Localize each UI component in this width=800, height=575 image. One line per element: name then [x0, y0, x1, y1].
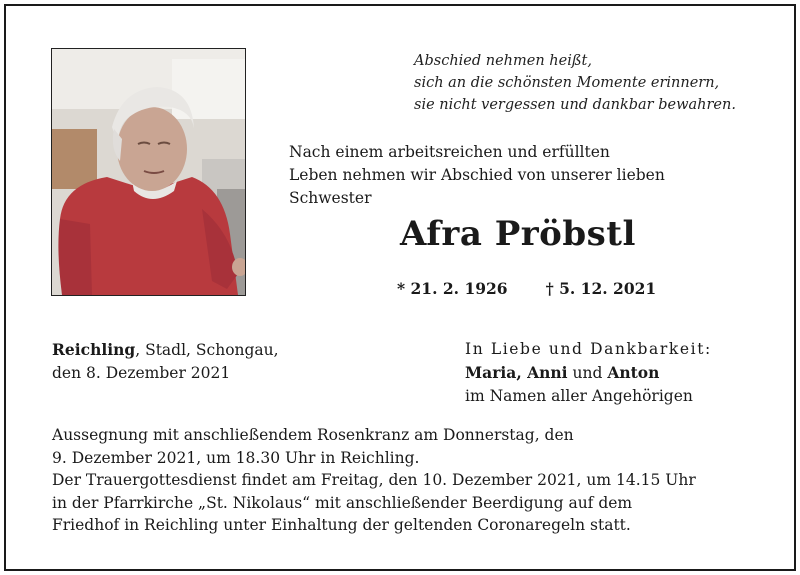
- portrait-photo: [51, 48, 246, 296]
- intro-text: [289, 141, 665, 210]
- mourner-name: Anton: [607, 363, 660, 382]
- quote-line: sie nicht vergessen und dankbar bewahren.: [414, 97, 736, 113]
- death-date: † 5. 12. 2021: [545, 279, 657, 298]
- thanks-footer: im Namen aller Angehörigen: [465, 387, 693, 405]
- thanks-heading: In Liebe und Dankbarkeit:: [465, 340, 712, 358]
- notice-line: Friedhof in Reichling unter Einhaltung der geltenden Coronaregeln statt.: [52, 516, 631, 534]
- notice-line: in der Pfarrkirche „St. Nikolaus“ mit anschließender Beerdigung auf dem: [52, 493, 633, 512]
- mourner-separator: und: [567, 364, 608, 382]
- quote-line: sich an die schönsten Momente erinnern,: [414, 75, 720, 91]
- notice-line: 9. Dezember 2021, um 18.30 Uhr in Reichling.: [52, 448, 420, 467]
- notice-date: den 8. Dezember 2021: [52, 364, 231, 382]
- place-town: Reichling: [52, 340, 136, 359]
- farewell-quote: [414, 50, 736, 116]
- notice-line: Der Trauergottesdienst findet am Freitag, den 10. Dezember 2021, um 14.15 Uhr: [52, 471, 696, 489]
- portrait-illustration: [52, 49, 245, 295]
- intro-line: Leben nehmen wir Abschied von unserer lieben: [289, 166, 665, 184]
- place-rest: , Stadl, Schongau,: [135, 341, 279, 359]
- place-line: [52, 338, 279, 362]
- life-dates: [397, 279, 656, 298]
- intro-line: Nach einem arbeitsreichen und erfüllten: [289, 143, 610, 161]
- intro-line: Schwester: [289, 189, 372, 207]
- place-and-date: [52, 338, 279, 385]
- mourners-block: [465, 338, 712, 408]
- notice-line: Aussegnung mit anschließendem Rosenkranz am Donnerstag, den: [52, 426, 574, 444]
- funeral-notice: [52, 424, 696, 537]
- mourner-names: [465, 361, 712, 385]
- deceased-name: Afra Pröbstl: [400, 214, 636, 254]
- quote-line: Abschied nehmen heißt,: [414, 53, 592, 69]
- mourner-name: Maria: [465, 363, 517, 382]
- birth-date: * 21. 2. 1926: [397, 279, 508, 298]
- mourner-name: Anni: [527, 363, 568, 382]
- mourner-separator: ,: [516, 363, 528, 382]
